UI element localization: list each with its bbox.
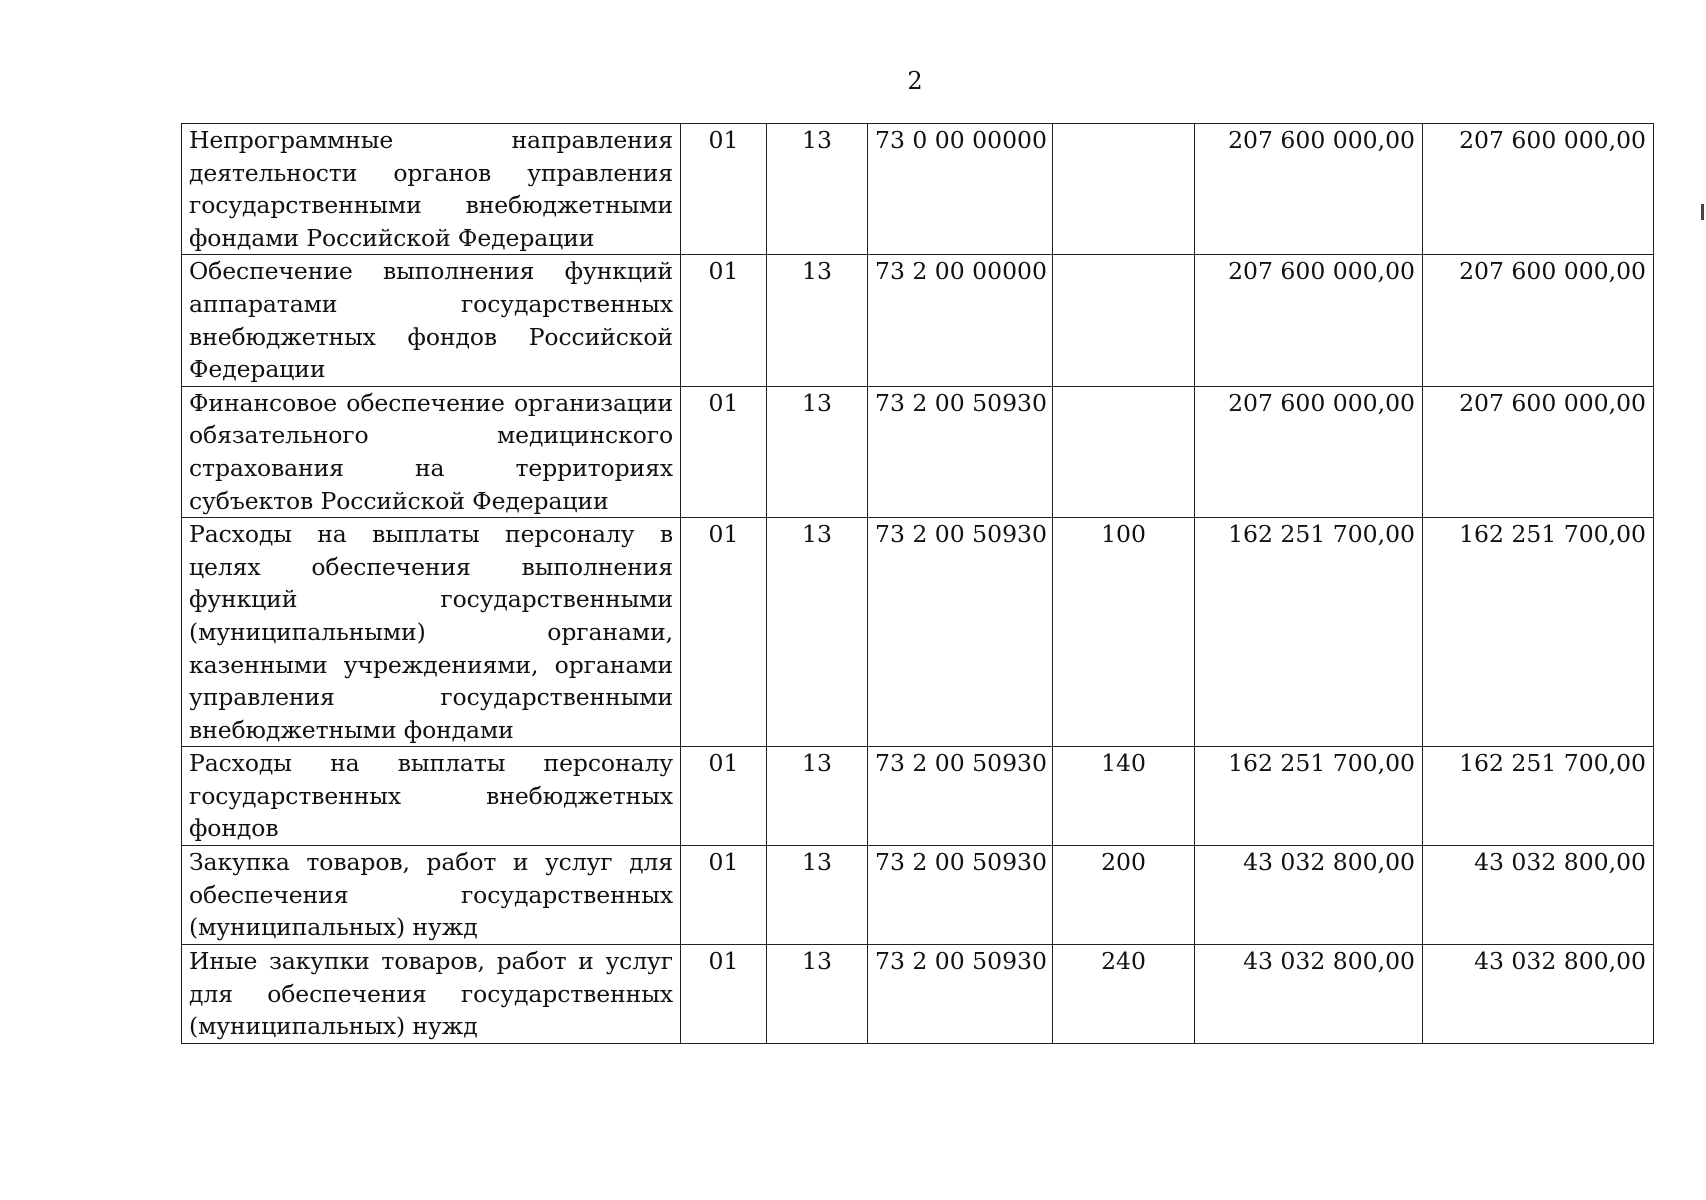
row-name-cell: Финансовое обеспечение организации обязательного медицинского страхования на территориях субъектов Российской Федерации bbox=[182, 386, 681, 517]
page-number: 2 bbox=[907, 67, 923, 95]
target-article-code-cell: 73 2 00 50930 bbox=[868, 945, 1053, 1044]
section-code-cell: 01 bbox=[681, 124, 767, 255]
expense-type-code-cell bbox=[1053, 386, 1195, 517]
expense-type-code-cell bbox=[1053, 255, 1195, 386]
amount-cell-1: 43 032 800,00 bbox=[1195, 846, 1423, 945]
subsection-code-cell: 13 bbox=[767, 518, 868, 747]
row-name-cell: Иные закупки товаров, работ и услуг для обеспечения государственных (муниципальных) нужд bbox=[182, 945, 681, 1044]
amount-cell-1: 162 251 700,00 bbox=[1195, 518, 1423, 747]
expense-type-code-cell: 240 bbox=[1053, 945, 1195, 1044]
target-article-code-cell: 73 2 00 50930 bbox=[868, 747, 1053, 846]
table-row bbox=[182, 747, 1654, 846]
row-name-cell: Расходы на выплаты персоналу в целях обеспечения выполнения функций государственными (муниципальными) органами, казенными учреждениями, органами управления государственными внебюджетными фондами bbox=[182, 518, 681, 747]
table-row bbox=[182, 945, 1654, 1044]
amount-cell-2: 207 600 000,00 bbox=[1423, 124, 1654, 255]
amount-cell-1: 207 600 000,00 bbox=[1195, 386, 1423, 517]
amount-cell-2: 162 251 700,00 bbox=[1423, 518, 1654, 747]
target-article-code-cell: 73 2 00 00000 bbox=[868, 255, 1053, 386]
section-code-cell: 01 bbox=[681, 255, 767, 386]
scan-edge-mark bbox=[1701, 204, 1704, 220]
row-name-cell: Расходы на выплаты персоналу государственных внебюджетных фондов bbox=[182, 747, 681, 846]
expense-type-code-cell: 100 bbox=[1053, 518, 1195, 747]
subsection-code-cell: 13 bbox=[767, 846, 868, 945]
section-code-cell: 01 bbox=[681, 747, 767, 846]
expense-type-code-cell: 140 bbox=[1053, 747, 1195, 846]
amount-cell-2: 162 251 700,00 bbox=[1423, 747, 1654, 846]
amount-cell-2: 43 032 800,00 bbox=[1423, 846, 1654, 945]
table-row bbox=[182, 255, 1654, 386]
subsection-code-cell: 13 bbox=[767, 255, 868, 386]
row-name-cell: Закупка товаров, работ и услуг для обеспечения государственных (муниципальных) нужд bbox=[182, 846, 681, 945]
amount-cell-1: 207 600 000,00 bbox=[1195, 124, 1423, 255]
subsection-code-cell: 13 bbox=[767, 386, 868, 517]
expense-type-code-cell: 200 bbox=[1053, 846, 1195, 945]
table-row bbox=[182, 124, 1654, 255]
budget-table bbox=[181, 123, 1654, 1044]
target-article-code-cell: 73 2 00 50930 bbox=[868, 386, 1053, 517]
amount-cell-1: 43 032 800,00 bbox=[1195, 945, 1423, 1044]
amount-cell-2: 207 600 000,00 bbox=[1423, 386, 1654, 517]
row-name-cell: Непрограммные направления деятельности органов управления государственными внебюджетными фондами Российской Федерации bbox=[182, 124, 681, 255]
subsection-code-cell: 13 bbox=[767, 124, 868, 255]
table-row bbox=[182, 386, 1654, 517]
amount-cell-2: 43 032 800,00 bbox=[1423, 945, 1654, 1044]
section-code-cell: 01 bbox=[681, 945, 767, 1044]
amount-cell-2: 207 600 000,00 bbox=[1423, 255, 1654, 386]
table-row bbox=[182, 846, 1654, 945]
section-code-cell: 01 bbox=[681, 846, 767, 945]
expense-type-code-cell bbox=[1053, 124, 1195, 255]
target-article-code-cell: 73 2 00 50930 bbox=[868, 518, 1053, 747]
subsection-code-cell: 13 bbox=[767, 945, 868, 1044]
amount-cell-1: 207 600 000,00 bbox=[1195, 255, 1423, 386]
row-name-cell: Обеспечение выполнения функций аппаратами государственных внебюджетных фондов Российской Федерации bbox=[182, 255, 681, 386]
amount-cell-1: 162 251 700,00 bbox=[1195, 747, 1423, 846]
section-code-cell: 01 bbox=[681, 518, 767, 747]
section-code-cell: 01 bbox=[681, 386, 767, 517]
target-article-code-cell: 73 2 00 50930 bbox=[868, 846, 1053, 945]
table-row bbox=[182, 518, 1654, 747]
target-article-code-cell: 73 0 00 00000 bbox=[868, 124, 1053, 255]
subsection-code-cell: 13 bbox=[767, 747, 868, 846]
